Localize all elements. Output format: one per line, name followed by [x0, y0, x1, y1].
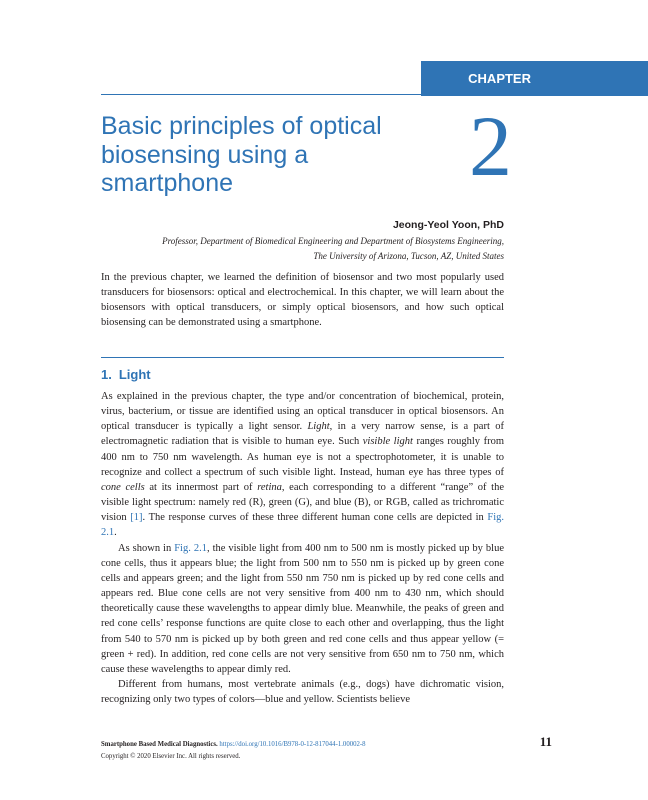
footer-book-title: Smartphone Based Medical Diagnostics. [101, 741, 218, 748]
figure-link[interactable]: Fig. 2.1 [174, 542, 207, 554]
chapter-header-rule [101, 94, 421, 95]
section-title: Light [118, 367, 151, 382]
section-number: 1. [101, 367, 112, 382]
section-heading [101, 367, 158, 382]
body-paragraph-1: As explained in the previous chapter, the type and/or concentration of biochemical, protein, virus, bacterium, or tissue are identified using an optical transducer in optical biosensors. An optical transducer is typically a light sensor. Light, in a very narrow sense, is a part of electromagnetic radiation that is visible to human eye. Such visible light ranges roughly from 400 nm to 750 nm wavelength. As human eye is not a spectrophotometer, it is unable to recognize and collect a spectrum of such visible light. Instead, human eye has three types of cone cells at its innermost part of retina, each corresponding to a different “range” of the visible light spectrum: namely red (R), green (G), and blue (B), or RGB, called as trichromatic vision [1]. The response curves of these three different human cone cells are depicted in Fig. 2.1. [101, 391, 505, 539]
chapter-title: Basic principles of optical biosensing using a smartphone [101, 112, 382, 197]
reference-link[interactable]: [1] [130, 512, 143, 524]
figure-link[interactable]: Fig. 2.1 [101, 512, 504, 539]
intro-paragraph: In the previous chapter, we learned the definition of biosensor and two most popularly used transducers for biosensors: optical and electrochemical. In this chapter, we will learn about the biosensors with optical transducers, or simply optical biosensors, and how such optical biosensing can be demonstrated using a smartphone. [101, 272, 504, 329]
page-number: 11 [539, 734, 552, 749]
author-affiliation-line1: Professor, Department of Biomedical Engineering and Department of Biosystems Engineering, [162, 236, 504, 246]
footer-doi-link[interactable]: https://doi.org/10.1016/B978-0-12-817044-1.00002-8 [219, 741, 366, 748]
section-rule [101, 357, 504, 358]
author-name: Jeong-Yeol Yoon, PhD [392, 219, 504, 231]
footer-source [101, 741, 366, 748]
author-affiliation-line2: The University of Arizona, Tucson, AZ, United States [313, 251, 504, 261]
chapter-number: 2 [469, 98, 512, 194]
section-body [101, 389, 504, 707]
chapter-intro [101, 270, 504, 331]
chapter-banner [421, 61, 648, 96]
body-paragraph-3: Different from humans, most vertebrate animals (e.g., dogs) have dichromatic vision, recognizing only two types of colors—blue and yellow. Scientists believe [101, 678, 504, 706]
chapter-label: CHAPTER [468, 71, 531, 86]
footer-copyright: Copyright © 2020 Elsevier Inc. All rights reserved. [101, 753, 241, 760]
body-paragraph-2: As shown in Fig. 2.1, the visible light from 400 nm to 500 nm is mostly picked up by blue cone cells, thus it appears blue; the light from 500 nm to 550 nm is picked up by green cone cells and appears green; and the light from 550 nm 750 nm is picked up by red cone cells and appears red. Blue cone cells are not very sensitive from 400 nm to 430 nm, which should theoretically cause these wavelengths to appear dimly blue. Meanwhile, the peaks of green and red cone cells’ response functions are quite close to each other and overlapping, thus the light from 540 to 570 nm is picked up by both green and red cone cells and thus appear yellow (= green + red). In addition, red cone cells are not very sensitive from 650 nm to 750 nm, which cause these wavelengths to appear dimly red. [101, 542, 504, 675]
